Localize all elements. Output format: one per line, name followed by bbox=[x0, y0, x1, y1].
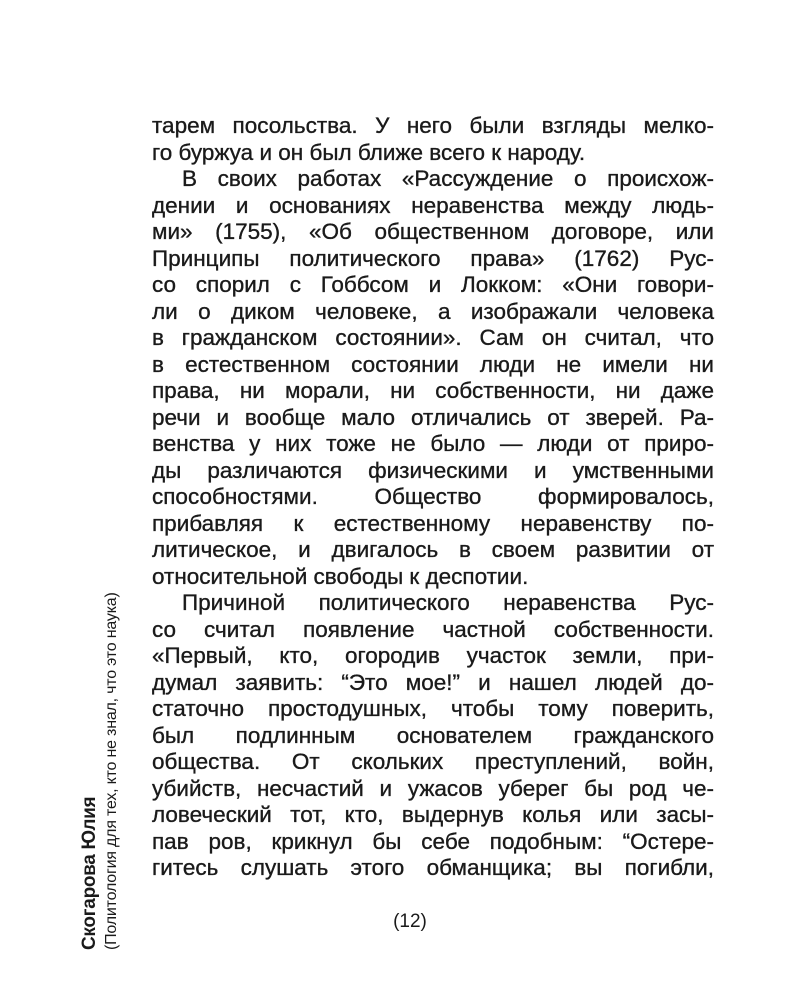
text-line: дении и основаниях неравенства между людь- bbox=[152, 192, 714, 218]
text-line: Причиной политического неравенства Рус- bbox=[182, 590, 714, 615]
text-line: речи и вообще мало отличались от зверей. Ра- bbox=[152, 404, 714, 430]
page-number: (12) bbox=[393, 911, 427, 932]
text-line: го буржуа и он был ближе всего к народу. bbox=[152, 139, 586, 165]
text-line: относительной свободы к деспотии. bbox=[152, 563, 529, 589]
text-line: убийств, несчастий и ужасов уберег бы род че- bbox=[152, 775, 714, 801]
text-line: в естественном состоянии люди не имели ни bbox=[152, 351, 714, 377]
text-line: был подлинным основателем гражданского bbox=[152, 722, 714, 748]
running-header-vertical bbox=[78, 450, 138, 950]
text-line: способностями. Общество формировалось, bbox=[152, 484, 714, 509]
text-line: пав ров, крикнул бы себе подобным: “Остере- bbox=[152, 828, 714, 854]
text-line: тарем посольства. У него были взгляды мелко- bbox=[152, 113, 714, 138]
text-line: статочно простодушных, чтобы тому поверить, bbox=[152, 696, 714, 721]
text-line: права, ни морали, ни собственности, ни даже bbox=[152, 378, 714, 403]
text-line: «Первый, кто, огородив участок земли, при- bbox=[152, 643, 714, 668]
author-name: Скогарова Юлия bbox=[79, 796, 100, 950]
book-title: (Политология для тех, кто не знал, что это наука) bbox=[103, 592, 120, 950]
text-line: ловеческий тот, кто, выдернув колья или засы- bbox=[152, 802, 714, 827]
text-line: литическое, и двигалось в своем развитии от bbox=[152, 537, 714, 562]
text-line: венства у них тоже не было — люди от приро- bbox=[152, 431, 714, 456]
text-line: общества. От скольких преступлений, войн, bbox=[152, 749, 714, 774]
text-line: со спорил с Гоббсом и Локком: «Они говори- bbox=[152, 272, 714, 297]
text-line: думал заявить: “Это мое!” и нашел людей до- bbox=[152, 669, 714, 695]
text-line: ли о диком человеке, а изображали человека bbox=[152, 298, 714, 324]
text-line: в гражданском состоянии». Сам он считал, что bbox=[152, 325, 714, 350]
text-line: прибавляя к естественному неравенству по- bbox=[152, 510, 714, 536]
text-line: ми» (1755), «Об общественном договоре, или bbox=[152, 219, 714, 244]
body-text bbox=[152, 113, 714, 882]
text-line: В своих работах «Рассуждение о происхож- bbox=[182, 166, 714, 191]
text-line: Принципы политического права» (1762) Рус- bbox=[152, 245, 714, 271]
text-line: гитесь слушать этого обманщика; вы погибли, bbox=[152, 855, 714, 880]
text-line: ды различаются физическими и умственными bbox=[152, 457, 714, 483]
text-line: со считал появление частной собственности. bbox=[152, 616, 714, 642]
